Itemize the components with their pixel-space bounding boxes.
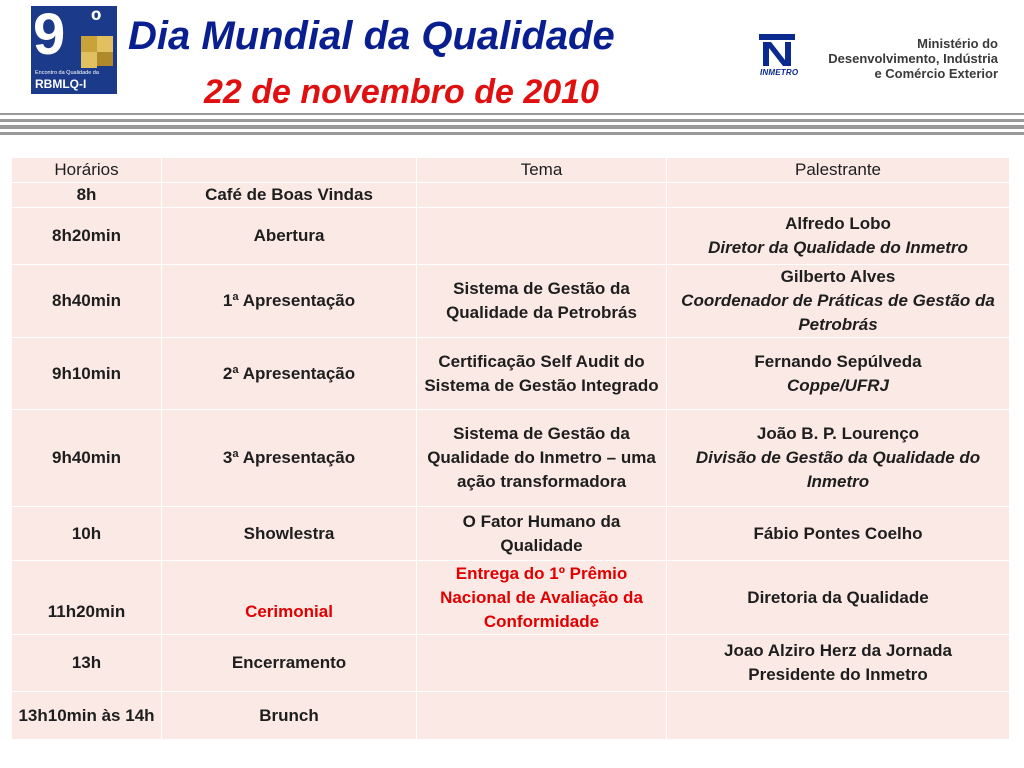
event-logo [31,6,117,94]
theme-cell [417,635,667,692]
table-row [12,561,1010,635]
ministry-line: Desenvolvimento, Indústria [828,51,998,66]
event-cell: Encerramento [162,635,417,692]
schedule-table [11,157,1010,740]
table-row [12,338,1010,410]
table-row [12,635,1010,692]
table-row [12,507,1010,561]
speaker-cell [667,208,1010,265]
event-cell: Showlestra [162,507,417,561]
theme-cell: Sistema de Gestão da Qualidade do Inmetro – uma ação transformadora [417,410,667,507]
page-date: 22 de novembro de 2010 [204,73,599,111]
speaker-cell [667,265,1010,338]
speaker-role: Presidente do Inmetro [748,665,928,684]
table-row [12,692,1010,740]
theme-cell [417,208,667,265]
event-cell: 3ª Apresentação [162,410,417,507]
time-cell: 9h40min [12,410,162,507]
time-cell: 8h20min [12,208,162,265]
theme-cell: Sistema de Gestão da Qualidade da Petrobrás [417,265,667,338]
badge-ordinal: º [91,6,102,36]
header-divider [0,113,1024,135]
event-cell: Café de Boas Vindas [162,183,417,208]
ministry-logo-text [828,36,998,81]
event-cell: Abertura [162,208,417,265]
speaker-name: Gilberto Alves [780,267,896,286]
event-cell-highlight: Cerimonial [162,561,417,635]
event-cell: 1ª Apresentação [162,265,417,338]
speaker-name: Joao Alziro Herz da Jornada [724,641,952,660]
table-row [12,410,1010,507]
theme-cell [417,692,667,740]
badge-number: 9 [33,6,66,67]
time-cell: 8h40min [12,265,162,338]
speaker-cell: Fábio Pontes Coelho [667,507,1010,561]
speaker-role: Divisão de Gestão da Qualidade do Inmetro [695,448,981,491]
speaker-name: João B. P. Lourenço [756,424,920,443]
time-cell: 9h10min [12,338,162,410]
time-cell: 13h [12,635,162,692]
ministry-line: e Comércio Exterior [874,66,998,81]
header-event [162,158,417,183]
header-horarios: Horários [12,158,162,183]
speaker-cell [667,692,1010,740]
speaker-cell [667,410,1010,507]
table-row [12,208,1010,265]
theme-cell-highlight: Entrega do 1º Prêmio Nacional de Avaliação da Conformidade [417,561,667,635]
badge-small-text: Encontro da Qualidade da [35,70,99,76]
speaker-cell [667,183,1010,208]
ministry-line: Ministério do [917,36,998,51]
speaker-cell [667,635,1010,692]
inmetro-label: INMETRO [760,68,799,77]
table-header-row [12,158,1010,183]
time-cell: 13h10min às 14h [12,692,162,740]
badge-org: RBMLQ-I [35,77,87,91]
speaker-role: Coordenador de Práticas de Gestão da Petrobrás [681,291,995,334]
page-title: Dia Mundial da Qualidade [128,14,615,58]
speaker-name: Fernando Sepúlveda [754,351,922,371]
theme-cell [417,183,667,208]
table-row [12,265,1010,338]
table-row [12,183,1010,208]
speaker-cell: Diretoria da Qualidade [667,561,1010,635]
speaker-role: Coppe/UFRJ [787,375,889,395]
event-cell: Brunch [162,692,417,740]
header-palestrante: Palestrante [667,158,1010,183]
header-tema: Tema [417,158,667,183]
speaker-cell [667,338,1010,410]
speaker-name: Alfredo Lobo [785,214,891,233]
time-cell: 10h [12,507,162,561]
theme-cell: O Fator Humano da Qualidade [417,507,667,561]
theme-cell: Certificação Self Audit do Sistema de Gestão Integrado [417,338,667,410]
time-cell: 11h20min [12,561,162,635]
time-cell: 8h [12,183,162,208]
event-cell: 2ª Apresentação [162,338,417,410]
speaker-role: Diretor da Qualidade do Inmetro [708,238,968,257]
